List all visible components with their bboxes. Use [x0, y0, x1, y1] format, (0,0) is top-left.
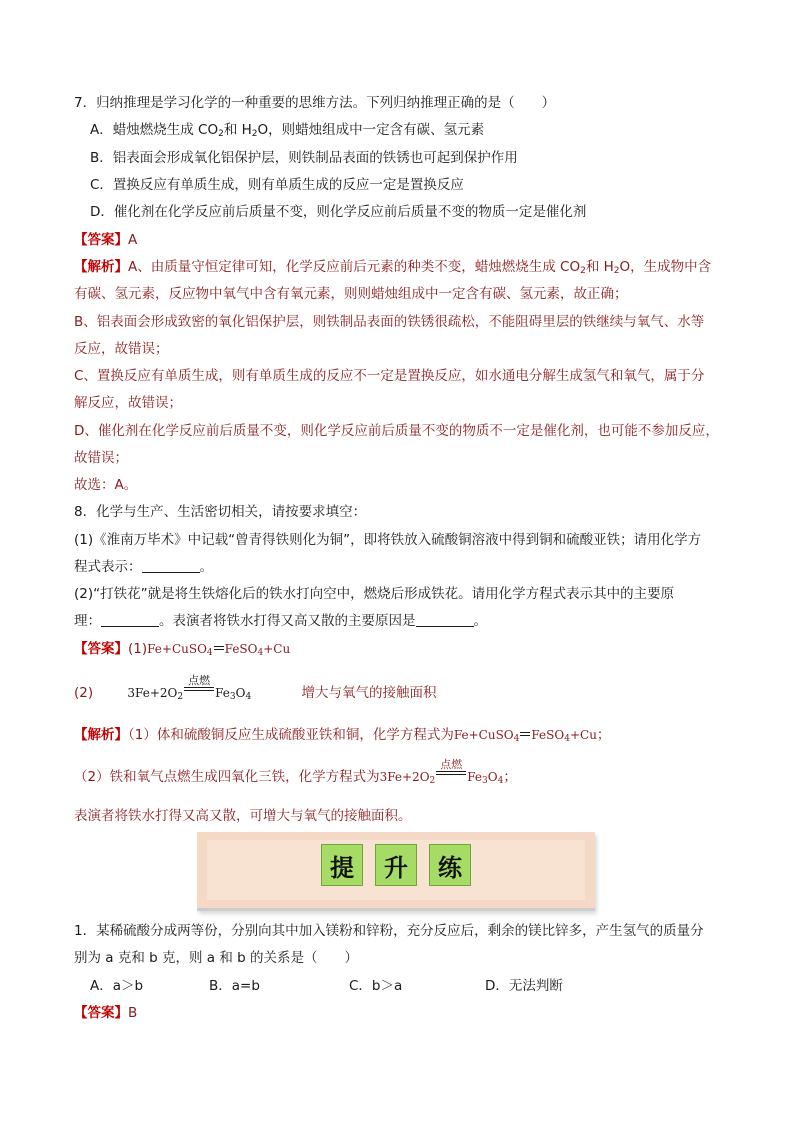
equation-fe-cuso4: Fe+CuSO$_4$ FeSO$_4$+Cu [147, 642, 291, 658]
q7-answer: 【答案】A [74, 232, 138, 248]
q8-analysis-line3: 表演者将铁水打得又高又散，可增大与氧气的接触面积。 [74, 808, 412, 824]
q8-answer-line2: (2) $3Fe+2O_2$ 点燃 $Fe_3O_4$ 增大与氧气的接触面积 [74, 684, 436, 706]
q8-part1-line2: 程式表示： 。 [74, 559, 213, 575]
answer-blank [101, 614, 159, 627]
q7-option-a: A．蜡烛燃烧生成 $CO_2$和 $H_2O$，则蜡烛组成中一定含有碳、氢元素 [90, 122, 485, 139]
q7-analysis-line1: 【解析】A、由质量守恒定律可知，化学反应前后元素的种类不变，蜡烛燃烧生成 $CO_2$和 $H_2O$，生成物中含 [74, 259, 712, 276]
q8-analysis-line2: （2）铁和氧气点燃生成四氧化三铁，化学方程式为$3Fe+2O_2$ 点燃 $Fe_3O_4$； [74, 768, 517, 790]
q7-analysis-line5: C、置换反应有单质生成，则有单质生成的反应不一定是置换反应，如水通电分解生成氢气和氧气，属于分 [74, 368, 705, 384]
banner-char-1: 提 [321, 844, 363, 886]
answer-blank [142, 560, 200, 573]
banner-title [321, 839, 471, 891]
q7-analysis-line3: B、铝表面会形成致密的氧化铝保护层，则铁制品表面的铁锈很疏松，不能阻碍里层的铁继续与氧气、水等 [74, 314, 705, 330]
q1-option-b: B．a=b [209, 978, 260, 994]
q1-stem-line1: 1．某稀硫酸分成两等份，分别向其中加入镁粉和锌粉，充分反应后，剩余的镁比锌多，产生氢气的质量分 [74, 923, 704, 939]
q7-analysis-line9: 故选：A。 [74, 477, 138, 493]
banner-char-3: 练 [429, 844, 471, 886]
q7-analysis-line4: 反应，故错误； [74, 341, 169, 357]
q8-answer-line1: 【答案】(1)Fe+CuSO$_4$ FeSO$_4$+Cu [74, 640, 290, 662]
answer-blank [416, 614, 474, 627]
q7-option-d: D．催化剂在化学反应前后质量不变，则化学反应前后质量不变的物质一定是催化剂 [90, 204, 587, 220]
section-banner [197, 832, 595, 911]
equation-fe-o2: $3Fe+2O_2$ 点燃 $Fe_3O_4$ [127, 674, 252, 702]
q1-answer: 【答案】B [74, 1005, 138, 1021]
q7-stem: 7．归纳推理是学习化学的一种重要的思维方法。下列归纳推理正确的是（ ） [74, 95, 556, 111]
q7-option-b: B．铝表面会形成氧化铝保护层，则铁制品表面的铁锈也可起到保护作用 [90, 150, 518, 166]
q1-option-d: D．无法判断 [485, 978, 563, 994]
q7-analysis-line8: 故错误； [74, 450, 128, 466]
q8-stem: 8．化学与生产、生活密切相关，请按要求填空： [74, 504, 367, 520]
q8-analysis-line1: 【解析】（1）体和硫酸铜反应生成硫酸亚铁和铜，化学方程式为Fe+CuSO$_4$ FeSO$_4$+Cu； [74, 726, 610, 748]
banner-char-2: 升 [375, 844, 417, 886]
q1-stem-line2: 别为 a 克和 b 克，则 a 和 b 的关系是（ ） [74, 950, 359, 966]
equation-fe-cuso4: Fe+CuSO$_4$ FeSO$_4$+Cu [453, 728, 597, 744]
q1-option-a: A．a＞b [90, 978, 144, 994]
q7-option-c: C．置换反应有单质生成，则有单质生成的反应一定是置换反应 [90, 177, 464, 193]
q8-part2-line1: (2)“打铁花”就是将生铁熔化后的铁水打向空中，燃烧后形成铁花。请用化学方程式表示其中的主要原 [74, 586, 675, 602]
q8-part1-line1: (1)《淮南万毕术》中记载“曾青得铁则化为铜”，即将铁放入硫酸铜溶液中得到铜和硫酸亚铁；请用化学方 [74, 532, 702, 548]
q1-option-c: C．b＞a [349, 978, 403, 994]
q8-part2-line2: 理： 。表演者将铁水打得又高又散的主要原因是 。 [74, 613, 487, 629]
equation-fe-o2: $3Fe+2O_2$ 点燃 $Fe_3O_4$ [379, 758, 504, 786]
q7-analysis-line7: D、催化剂在化学反应前后质量不变，则化学反应前后质量不变的物质不一定是催化剂，也可能不参加反应， [74, 423, 719, 439]
q7-analysis-line2: 有碳、氢元素，反应物中氧气中含有氧元素，则则蜡烛组成中一定含有碳、氢元素，故正确； [74, 286, 628, 302]
q7-analysis-line6: 解反应，故错误； [74, 395, 182, 411]
